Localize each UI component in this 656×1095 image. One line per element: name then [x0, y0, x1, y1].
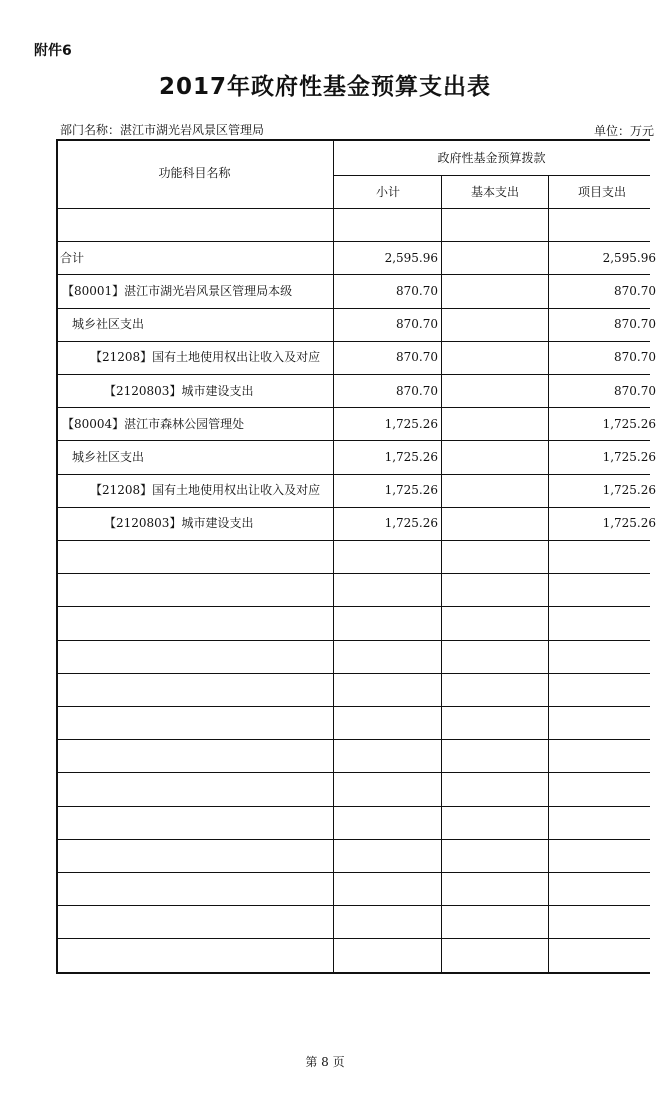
row-subtotal: 1,725.26 [384, 516, 438, 531]
row-project: 1,725.26 [602, 516, 656, 531]
table-rule [56, 573, 650, 574]
table-rule [56, 241, 650, 242]
row-project: 870.70 [614, 350, 656, 365]
department-label: 部门名称：湛江市湖光岩风景区管理局 [60, 123, 265, 137]
table-rule [56, 540, 650, 541]
table-rule [56, 972, 650, 974]
row-subtotal: 1,725.26 [384, 450, 438, 464]
row-name: 城乡社区支出 [72, 317, 145, 332]
attachment-label: 附件6 [34, 43, 72, 59]
row-subtotal: 870.70 [396, 350, 438, 365]
page-footer: 第 8 页 [305, 1055, 345, 1069]
unit-label: 单位：万元 [594, 124, 655, 138]
table-rule [56, 507, 650, 508]
row-name: 【80001】湛江市湖光岩风景区管理局本级 [62, 284, 293, 298]
row-name: 【2120803】城市建设支出 [104, 383, 254, 398]
table-rule [56, 308, 650, 309]
table-rule [333, 175, 650, 176]
row-project: 870.70 [614, 284, 656, 298]
table-rule [56, 905, 650, 906]
row-project: 2,595.96 [602, 250, 656, 265]
table-rule [56, 839, 650, 840]
row-name: 合计 [60, 250, 85, 265]
table-rule [56, 706, 650, 707]
row-project: 870.70 [614, 383, 656, 398]
row-subtotal: 870.70 [396, 284, 438, 298]
row-name: 城乡社区支出 [72, 450, 145, 464]
table-rule [56, 139, 58, 974]
page-title: 2017年政府性基金预算支出表 [158, 74, 491, 100]
table-rule [56, 208, 650, 209]
row-name: 【80004】湛江市森林公园管理处 [62, 416, 245, 431]
header-basic: 基本支出 [470, 185, 519, 199]
header-group: 政府性基金预算拨款 [437, 151, 546, 165]
table-rule [56, 274, 650, 275]
table-rule [56, 606, 650, 607]
row-name: 【2120803】城市建设支出 [104, 516, 254, 531]
row-subtotal: 870.70 [396, 317, 438, 332]
table-rule [56, 673, 650, 674]
row-project: 870.70 [614, 317, 656, 332]
table-rule [56, 872, 650, 873]
row-project: 1,725.26 [602, 416, 656, 431]
header-function: 功能科目名称 [158, 166, 231, 180]
row-subtotal: 870.70 [396, 383, 438, 398]
table-rule [56, 772, 650, 773]
table-rule [56, 341, 650, 342]
table-rule [56, 474, 650, 475]
header-subtotal: 小计 [375, 185, 400, 199]
row-project: 1,725.26 [602, 483, 656, 498]
table-rule [56, 938, 650, 939]
table-rule [56, 139, 650, 141]
table-rule [56, 440, 650, 441]
table-rule [56, 640, 650, 641]
row-name: 【21208】国有土地使用权出让收入及对应 [90, 350, 321, 365]
table-rule [56, 407, 650, 408]
row-name: 【21208】国有土地使用权出让收入及对应 [90, 483, 321, 498]
table-rule [441, 175, 442, 974]
row-subtotal: 1,725.26 [384, 416, 438, 431]
header-project: 项目支出 [577, 185, 626, 199]
row-subtotal: 2,595.96 [384, 250, 438, 265]
table-rule [56, 739, 650, 740]
table-rule [56, 806, 650, 807]
table-rule [56, 374, 650, 375]
row-subtotal: 1,725.26 [384, 483, 438, 498]
row-project: 1,725.26 [602, 450, 656, 464]
